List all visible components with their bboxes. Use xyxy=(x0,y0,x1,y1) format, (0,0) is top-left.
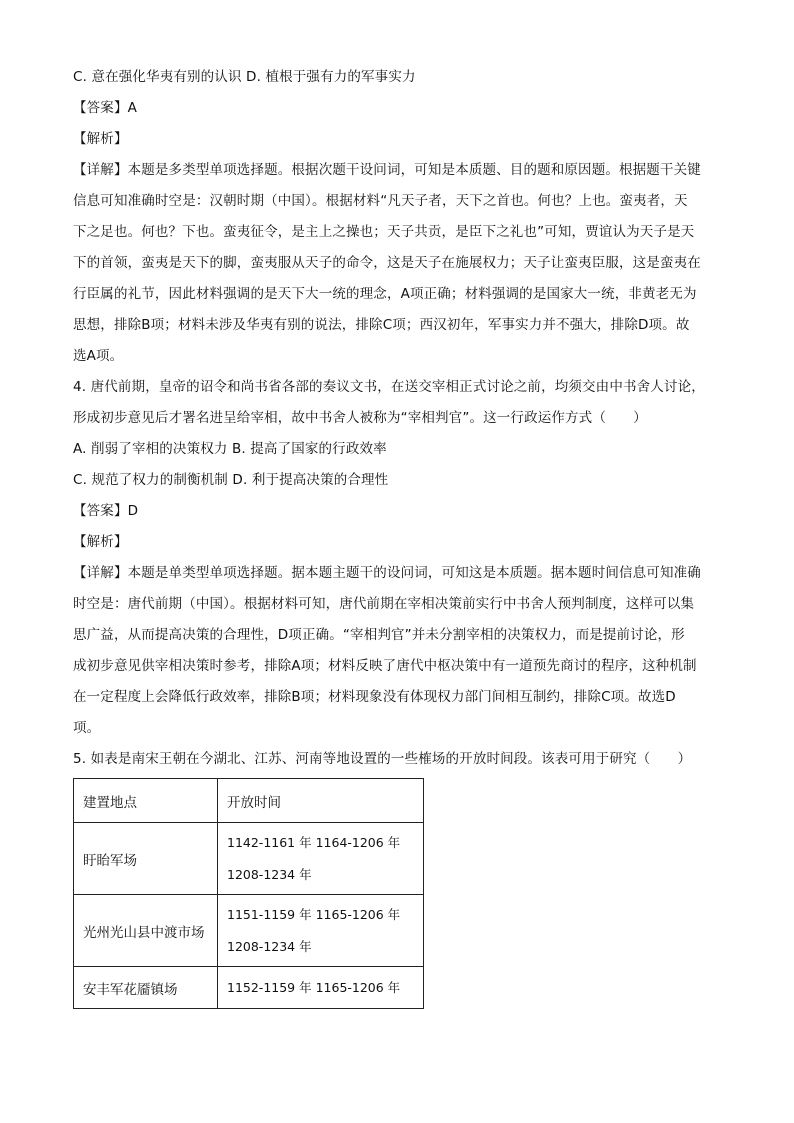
time-range-line: 1151-1159 年 1165-1206 年 xyxy=(227,906,401,922)
q3-detail-line: 思想，排除B项；材料未涉及华夷有别的说法，排除C项；西汉初年，军事实力并不强大，排除D项。故 xyxy=(73,317,690,333)
q3-option-cd: C. 意在强化华夷有别的认识 D. 植根于强有力的军事实力 xyxy=(73,69,416,85)
q3-detail-line: 【详解】本题是多类型单项选择题。根据次题干设问词，可知是本质题、目的题和原因题。根据题干关键 xyxy=(73,162,701,178)
q3-detail-line: 下的首领，蛮夷是天下的脚，蛮夷服从天子的命令，这是天子在施展权力；天子让蛮夷臣服，这是蛮夷在 xyxy=(73,255,701,271)
q3-detail-line: 下之足也。何也？下也。蛮夷征令，是主上之操也；天子共贡，是臣下之礼也”可知，贾谊认为天子是天 xyxy=(73,224,695,240)
table-header-time: 开放时间 xyxy=(218,779,424,823)
q4-option-cd: C. 规范了权力的制衡机制 D. 利于提高决策的合理性 xyxy=(73,472,389,488)
q3-detail-line: 信息可知准确时空是：汉朝时期（中国）。根据材料“凡天子者，天下之首也。何也？上也。蛮夷者，天 xyxy=(73,193,688,209)
table-cell-time xyxy=(218,895,424,967)
q4-option-ab: A. 削弱了宰相的决策权力 B. 提高了国家的行政效率 xyxy=(73,441,387,457)
q3-analysis-heading: 【解析】 xyxy=(73,131,128,147)
q4-analysis-heading: 【解析】 xyxy=(73,534,128,550)
q4-detail-line: 项。 xyxy=(73,720,101,736)
table-row xyxy=(74,967,424,1009)
market-open-times-table xyxy=(73,778,424,1009)
q4-detail-line: 时空是：唐代前期（中国）。根据材料可知，唐代前期在宰相决策前实行中书舍人预判制度，这样可以集 xyxy=(73,596,695,612)
q5-stem: 5. 如表是南宋王朝在今湖北、江苏、河南等地设置的一些榷场的开放时间段。该表可用于研究（ ） xyxy=(73,751,692,767)
q4-stem-line: 形成初步意见后才署名进呈给宰相，故中书舍人被称为“宰相判官”。这一行政运作方式（ ） xyxy=(73,410,647,426)
q3-detail-line: 行臣属的礼节，因此材料强调的是天下大一统的理念，A项正确；材料强调的是国家大一统，非黄老无为 xyxy=(73,286,697,302)
table-cell-time xyxy=(218,823,424,895)
q4-detail-line: 在一定程度上会降低行政效率，排除B项；材料现象没有体现权力部门间相互制约，排除C项。故选D xyxy=(73,689,676,705)
table-cell-place: 安丰军花靥镇场 xyxy=(74,967,218,1009)
time-range-line: 1208-1234 年 xyxy=(227,938,312,954)
q4-stem-line: 4. 唐代前期，皇帝的诏令和尚书省各部的奏议文书，在送交宰相正式讨论之前，均须交由中书舍人讨论， xyxy=(73,379,705,395)
table-cell-place: 光州光山县中渡市场 xyxy=(74,895,218,967)
q3-answer: 【答案】A xyxy=(73,100,137,116)
q4-answer: 【答案】D xyxy=(73,503,139,519)
table-header-row xyxy=(74,779,424,823)
table-row xyxy=(74,895,424,967)
q4-detail-line: 思广益，从而提高决策的合理性，D项正确。“宰相判官”并未分割宰相的决策权力，而是提前讨论，形 xyxy=(73,627,685,643)
q4-detail-line: 成初步意见供宰相决策时参考，排除A项；材料反映了唐代中枢决策中有一道预先商讨的程序，这种机制 xyxy=(73,658,697,674)
table-row xyxy=(74,823,424,895)
table-header-place: 建置地点 xyxy=(74,779,218,823)
table-cell-place: 盱眙军场 xyxy=(74,823,218,895)
time-range-line: 1208-1234 年 xyxy=(227,866,312,882)
time-range-line: 1142-1161 年 1164-1206 年 xyxy=(227,834,401,850)
table-cell-time xyxy=(218,967,424,1009)
q3-detail-line: 选A项。 xyxy=(73,348,124,364)
time-range-line: 1152-1159 年 1165-1206 年 xyxy=(227,979,401,995)
q4-detail-line: 【详解】本题是单类型单项选择题。据本题主题干的设问词，可知这是本质题。据本题时间信息可知准确 xyxy=(73,565,701,581)
